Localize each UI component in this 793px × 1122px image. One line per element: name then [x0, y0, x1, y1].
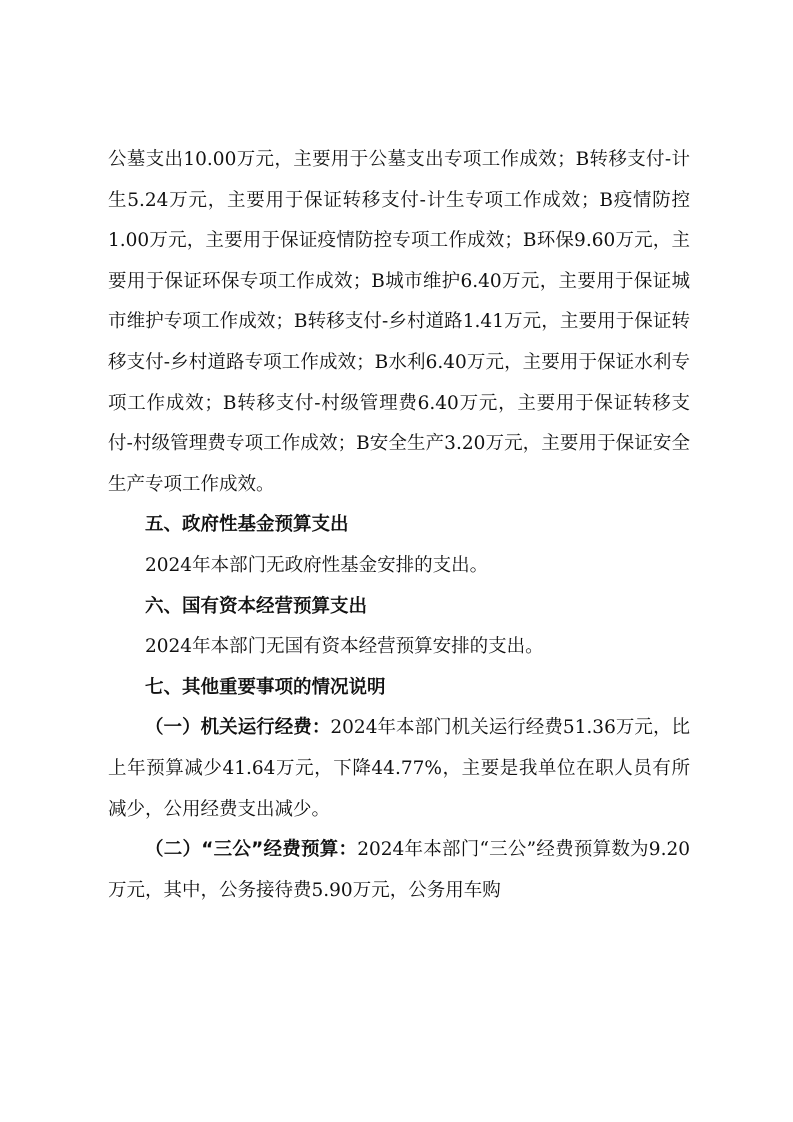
body-paragraph-government-fund: 2024年本部门无政府性基金安排的支出。 — [145, 554, 489, 576]
section-heading-state-capital: 六、国有资本经营预算支出 — [145, 595, 368, 617]
body-paragraph-special-projects: 公墓支出10.00万元，主要用于公墓支出专项工作成效；B转移支付-计生5.24万元，主要用于保证转移支付-计生专项工作成效；B疫情防控1.00万元，主要用于保证疫情防控专项工作成效；B环保9.60万元，主要用于保证环保专项工作成效；B城市维护6.40万元，主要用于保证城市维护专项工作成效；B转移支付-乡村道路1.41万元，主要用于保证转移支付-乡村道路专项工作成效；B水利6.40万元，主要用于保证水利专项工作成效；B转移支付-村级管理费6.40万元，主要用于保证转移支付-村级管理费专项工作成效；B安全生产3.20万元，主要用于保证安全生产专项工作成效。 — [108, 149, 690, 495]
item-text-operating-expenses: 2024年本部门机关运行经费51.36万元，比上年预算减少41.64万元，下降44.77%，主要是我单位在职人员有所减少，公用经费支出减少。 — [108, 717, 690, 820]
body-paragraph-three-public-expenses — [108, 830, 690, 911]
section-heading-other-matters: 七、其他重要事项的情况说明 — [145, 676, 386, 698]
body-paragraph-state-capital: 2024年本部门无国有资本经营预算安排的支出。 — [145, 636, 544, 658]
body-paragraph-operating-expenses — [108, 708, 690, 830]
section-heading-government-fund: 五、政府性基金预算支出 — [145, 514, 349, 536]
document-page — [108, 140, 690, 911]
item-lead-operating-expenses: （一）机关运行经费： — [145, 717, 331, 739]
item-text-three-public-expenses: 2024年本部门“三公”经费预算数为9.20万元，其中，公务接待费5.90万元，公务用车购 — [108, 839, 690, 901]
item-lead-three-public-expenses: （二）“三公”经费预算： — [145, 839, 358, 861]
